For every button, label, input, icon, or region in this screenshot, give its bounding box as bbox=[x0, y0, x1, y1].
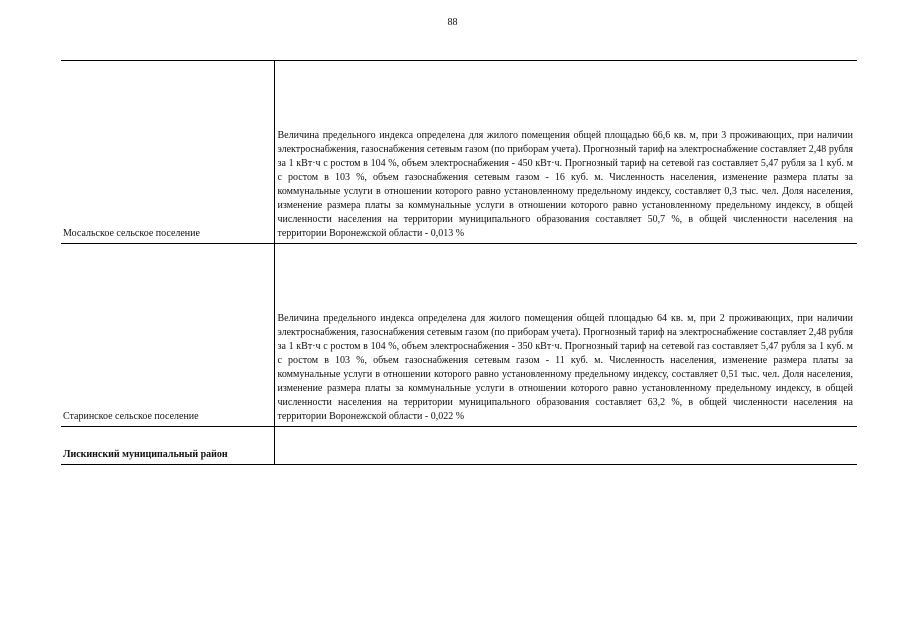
settlement-description: Величина предельного индекса определена для жилого помещения общей площадью 64 кв. м, при 2 проживающих, при наличии электроснабжения, газоснабжения сетевым газом (по приборам учета). Прогнозный тариф на электроснабжение составляет 2,48 рубля за 1 кВт·ч с ростом в 104 %, объем электроснабжения - 350 кВт·ч. Прогнозный тариф на сетевой газ составляет 5,47 рубля за 1 куб. м с ростом в 103 %, объем газоснабжения сетевым газом - 11 куб. м. Численность населения, изменение размера платы за коммунальные услуги в отношении которого равно установленному предельному индексу, составляет 0,51 тыс. чел. Доля населения, изменение размера платы за коммунальные услуги в отношении которого равно установленному предельному индексу, в общей численности населения на территории муниципального образования составляет 63,2 %, в общей численности населения на территории Воронежской области - 0,022 % bbox=[277, 313, 853, 422]
table-row bbox=[61, 244, 857, 427]
settlement-description-cell bbox=[274, 244, 857, 427]
table-row bbox=[61, 61, 857, 244]
settlement-name-cell bbox=[61, 244, 274, 427]
settlement-name: Старинское сельское поселение bbox=[63, 411, 199, 422]
district-description-cell bbox=[274, 427, 857, 465]
tariff-index-table bbox=[61, 60, 857, 465]
table-row bbox=[61, 427, 857, 465]
settlement-name-cell bbox=[61, 61, 274, 244]
settlement-name: Мосальское сельское поселение bbox=[63, 228, 200, 239]
district-name: Лискинский муниципальный район bbox=[63, 449, 228, 460]
district-name-cell bbox=[61, 427, 274, 465]
settlement-description-cell bbox=[274, 61, 857, 244]
page-number: 88 bbox=[447, 17, 458, 28]
settlement-description: Величина предельного индекса определена для жилого помещения общей площадью 66,6 кв. м, при 3 проживающих, при наличии электроснабжения, газоснабжения сетевым газом (по приборам учета). Прогнозный тариф на электроснабжение составляет 2,48 рубля за 1 кВт·ч с ростом в 104 %, объем электроснабжения - 450 кВт·ч. Прогнозный тариф на сетевой газ составляет 5,47 рубля за 1 куб. м с ростом в 103 %, объем газоснабжения сетевым газом - 16 куб. м. Численность населения, изменение размера платы за коммунальные услуги в отношении которого равно установленному предельному индексу, составляет 0,3 тыс. чел. Доля населения, изменение размера платы за коммунальные услуги в отношении которого равно установленному предельному индексу, в общей численности населения на территории муниципального образования составляет 50,7 %, в общей численности населения на территории Воронежской области - 0,013 % bbox=[277, 130, 853, 239]
